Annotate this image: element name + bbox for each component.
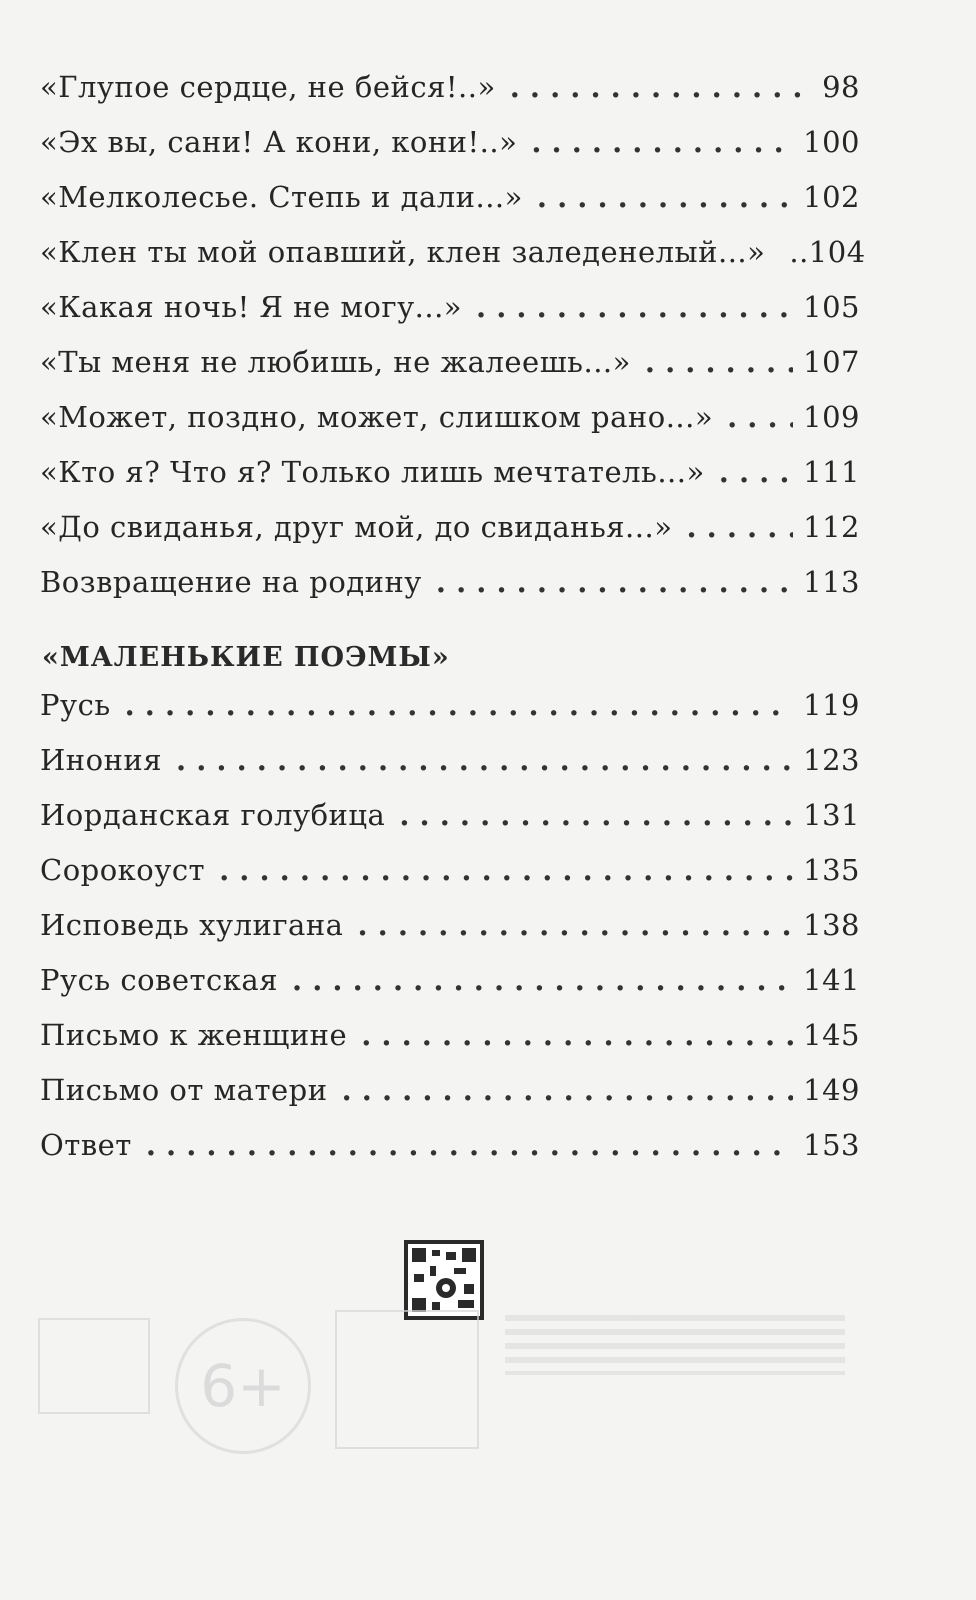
toc-entry	[40, 743, 860, 798]
toc-entry-title: «Мелколесье. Степь и дали...»	[40, 180, 523, 214]
toc-entry-page: 112	[803, 510, 860, 544]
toc-entry-page: 145	[803, 1018, 860, 1052]
contents-list-poems	[40, 70, 866, 620]
toc-entry	[40, 963, 860, 1018]
toc-entry-page: 113	[803, 565, 860, 599]
show-through-qr-icon	[335, 1310, 479, 1449]
toc-entry-title: Письмо к женщине	[40, 1018, 348, 1052]
toc-entry	[40, 565, 860, 620]
leader-dots	[476, 290, 793, 324]
toc-entry	[40, 180, 860, 235]
leader-dots	[645, 345, 793, 379]
toc-entry-page: 119	[803, 688, 860, 722]
decorative-emblem-icon	[404, 1240, 484, 1320]
show-through-age-rating: 6+	[175, 1318, 311, 1454]
toc-entry-title: Возвращение на родину	[40, 565, 422, 599]
toc-entry-page: 141	[803, 963, 860, 997]
leader-dots	[125, 688, 794, 722]
leader-dots	[436, 565, 793, 599]
toc-entry-page: 131	[803, 798, 860, 832]
toc-entry-title: Письмо от матери	[40, 1073, 328, 1107]
toc-entry-title: Сорокоуст	[40, 853, 206, 887]
toc-entry	[40, 908, 860, 963]
toc-entry-title: Иорданская голубица	[40, 798, 386, 832]
toc-entry-title: Исповедь хулигана	[40, 908, 344, 942]
toc-entry-title: «До свиданья, друг мой, до свиданья...»	[40, 510, 673, 544]
toc-entry-page: 111	[803, 455, 860, 489]
toc-entry-title: «Ты меня не любишь, не жалеешь...»	[40, 345, 631, 379]
toc-entry	[40, 853, 860, 908]
toc-entry-page: 138	[803, 908, 860, 942]
leader-dots	[361, 1018, 793, 1052]
toc-entry-title: «Может, поздно, может, слишком рано...»	[40, 400, 714, 434]
leader-dots	[342, 1073, 794, 1107]
leader-dots	[357, 908, 793, 942]
toc-entry-page: 153	[803, 1128, 860, 1162]
toc-entry-title: «Эх вы, сани! А кони, кони!..»	[40, 125, 518, 159]
leader-dots	[292, 963, 793, 997]
leader-dots	[537, 180, 793, 214]
toc-entry	[40, 235, 866, 290]
toc-entry-page: 109	[803, 400, 860, 434]
toc-entry	[40, 400, 860, 455]
show-through-logo-icon	[38, 1318, 150, 1414]
toc-entry-title: Русь советская	[40, 963, 279, 997]
leader-dots	[531, 125, 793, 159]
toc-entry	[40, 455, 860, 510]
show-through-text-block	[505, 1315, 845, 1375]
contents-list-small-poems	[40, 688, 860, 1183]
toc-entry	[40, 125, 860, 180]
toc-entry-page: 98	[822, 70, 860, 104]
toc-entry-page: 149	[803, 1073, 860, 1107]
toc-entry-page: 100	[803, 125, 860, 159]
toc-entry-title: «Клен ты мой опавший, клен заледенелый...»	[40, 235, 766, 269]
toc-entry	[40, 70, 860, 125]
toc-entry	[40, 1128, 860, 1183]
leader-dots	[719, 455, 793, 489]
toc-entry	[40, 290, 860, 345]
toc-entry-title: Ответ	[40, 1128, 132, 1162]
toc-entry-page: 123	[803, 743, 860, 777]
toc-entry	[40, 1073, 860, 1128]
leader-dots	[727, 400, 793, 434]
toc-entry	[40, 688, 860, 743]
leader-dots	[686, 510, 793, 544]
toc-entry	[40, 510, 860, 565]
leader-dots	[510, 70, 812, 104]
toc-entry-page: 102	[803, 180, 860, 214]
toc-entry-title: «Глупое сердце, не бейся!..»	[40, 70, 496, 104]
toc-entry-page: 105	[803, 290, 860, 324]
toc-entry-title: Русь	[40, 688, 111, 722]
toc-entry-title: Инония	[40, 743, 163, 777]
toc-entry-page: ..104	[789, 235, 866, 269]
toc-entry-title: «Кто я? Что я? Только лишь мечтатель...»	[40, 455, 705, 489]
toc-entry	[40, 345, 860, 400]
toc-entry	[40, 1018, 860, 1073]
leader-dots	[146, 1128, 793, 1162]
leader-dots	[219, 853, 793, 887]
toc-entry	[40, 798, 860, 853]
toc-entry-title: «Какая ночь! Я не могу...»	[40, 290, 463, 324]
toc-entry-page: 135	[803, 853, 860, 887]
section-heading: «МАЛЕНЬКИЕ ПОЭМЫ»	[42, 642, 450, 673]
leader-dots	[399, 798, 793, 832]
leader-dots	[176, 743, 793, 777]
toc-entry-page: 107	[803, 345, 860, 379]
